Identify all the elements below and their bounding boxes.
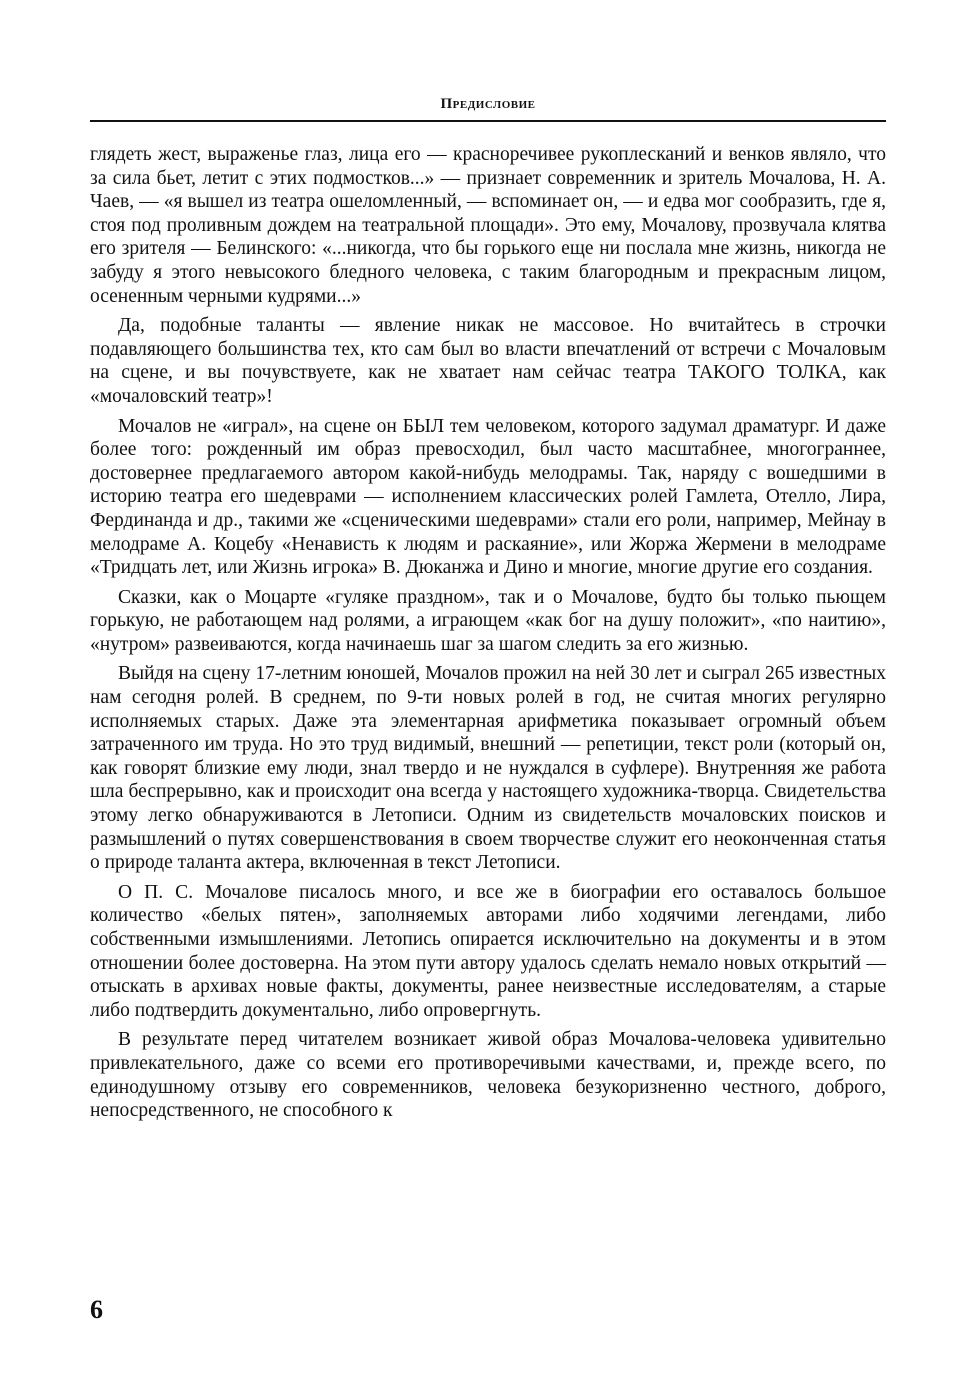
paragraph: Выйдя на сцену 17-летним юношей, Мочалов прожил на ней 30 лет и сыграл 265 известных нам сегодня ролей. В среднем, по 9-ти новых ролей в год, не считая многих регулярно исполняемых старых. Даже эта элементарная арифметика показывает огромный объем затраченного им труда. Но это труд видимый, внешний — репетиции, текст роли (который он, как говорят близкие ему люди, знал твердо и не нуждался в суфлере). Внутренняя же работа шла беспрерывно, как и происходит она всегда у настоящего художника-творца. Свидетельства этому легко обнаруживаются в Летописи. Одним из свидетельств мочаловских поисков и размышлений о путях совершенствования в своем творчестве служит его неоконченная статья о природе таланта актера, включенная в текст Летописи. [90,663,886,874]
paragraph: глядеть жест, выраженье глаз, лица его — красноречивее рукоплесканий и венков являло, что за сила бьет, летит с этих подмостков...» — признает современник и зритель Мочалова, Н. А. Чаев, — «я вышел из театра ошеломленный, — вспоминает он, — и едва мог сообразить, где я, стоя под проливным дождем на театральной площади». Это ему, Мочалову, прозвучала клятва его зрителя — Белинского: «...никогда, что бы горького еще ни послала мне жизнь, никогда не забуду я этого невысокого бледного человека, с таким благородным и прекрасным лицом, осененным черными кудрями...» [90,144,886,307]
paragraph: Мочалов не «играл», на сцене он БЫЛ тем человеком, которого задумал драматург. И даже более того: рожденный им образ превосходил, был часто масштабнее, многограннее, достовернее предлагаемого автором какой-нибудь мелодрамы. Так, наряду с вошедшими в историю театра его шедеврами — исполнением классических ролей Гамлета, Отелло, Лира, Фердинанда и др., такими же «сценическими шедеврами» стали его роли, например, Мейнау в мелодраме А. Коцебу «Ненависть к людям и раскаяние», или Жоржа Жермени в мелодраме «Тридцать лет, или Жизнь игрока» В. Дюканжа и Дино и многие, многие другие его создания. [90,415,886,579]
running-header: Предисловие [440,96,536,112]
paragraph: Да, подобные таланты — явление никак не массовое. Но вчитайтесь в строчки подавляющего большинства тех, кто сам был во власти впечатлений от встречи с Мочаловым на сцене, и вы почувствуете, как не хватает нам сейчас театра ТАКОГО ТОЛКА, как «мочаловский театр»! [90,315,886,407]
page-number: 6 [90,1295,103,1324]
paragraph: О П. С. Мочалове писалось много, и все же в биографии его оставалось большое количество «белых пятен», заполняемых авторами либо ходячими легендами, либо собственными измышлениями. Летопись опирается исключительно на документы и в этом отношении более достоверна. На этом пути автору удалось сделать немало новых открытий — отыскать в архивах новые факты, документы, ранее неизвестные исследователям, а старые либо подтвердить документально, либо опровергнуть. [90,881,886,1021]
paragraph: В результате перед читателем возникает живой образ Мочалова-человека удивительно привлекательного, даже со всеми его противоречивыми качествами, и, прежде всего, по единодушному отзыву его современников, человека безукоризненно честного, доброго, непосредственного, не способного к [90,1029,886,1122]
paragraph: Сказки, как о Моцарте «гуляке праздном», так и о Мочалове, будто бы только пьющем горькую, не работающем над ролями, а играющем «как бог на душу положит», «по наитию», «нутром» развеиваются, когда начинаешь шаг за шагом следить за его жизнью. [90,586,886,655]
header-rule [90,120,886,122]
body-text [90,143,886,1129]
